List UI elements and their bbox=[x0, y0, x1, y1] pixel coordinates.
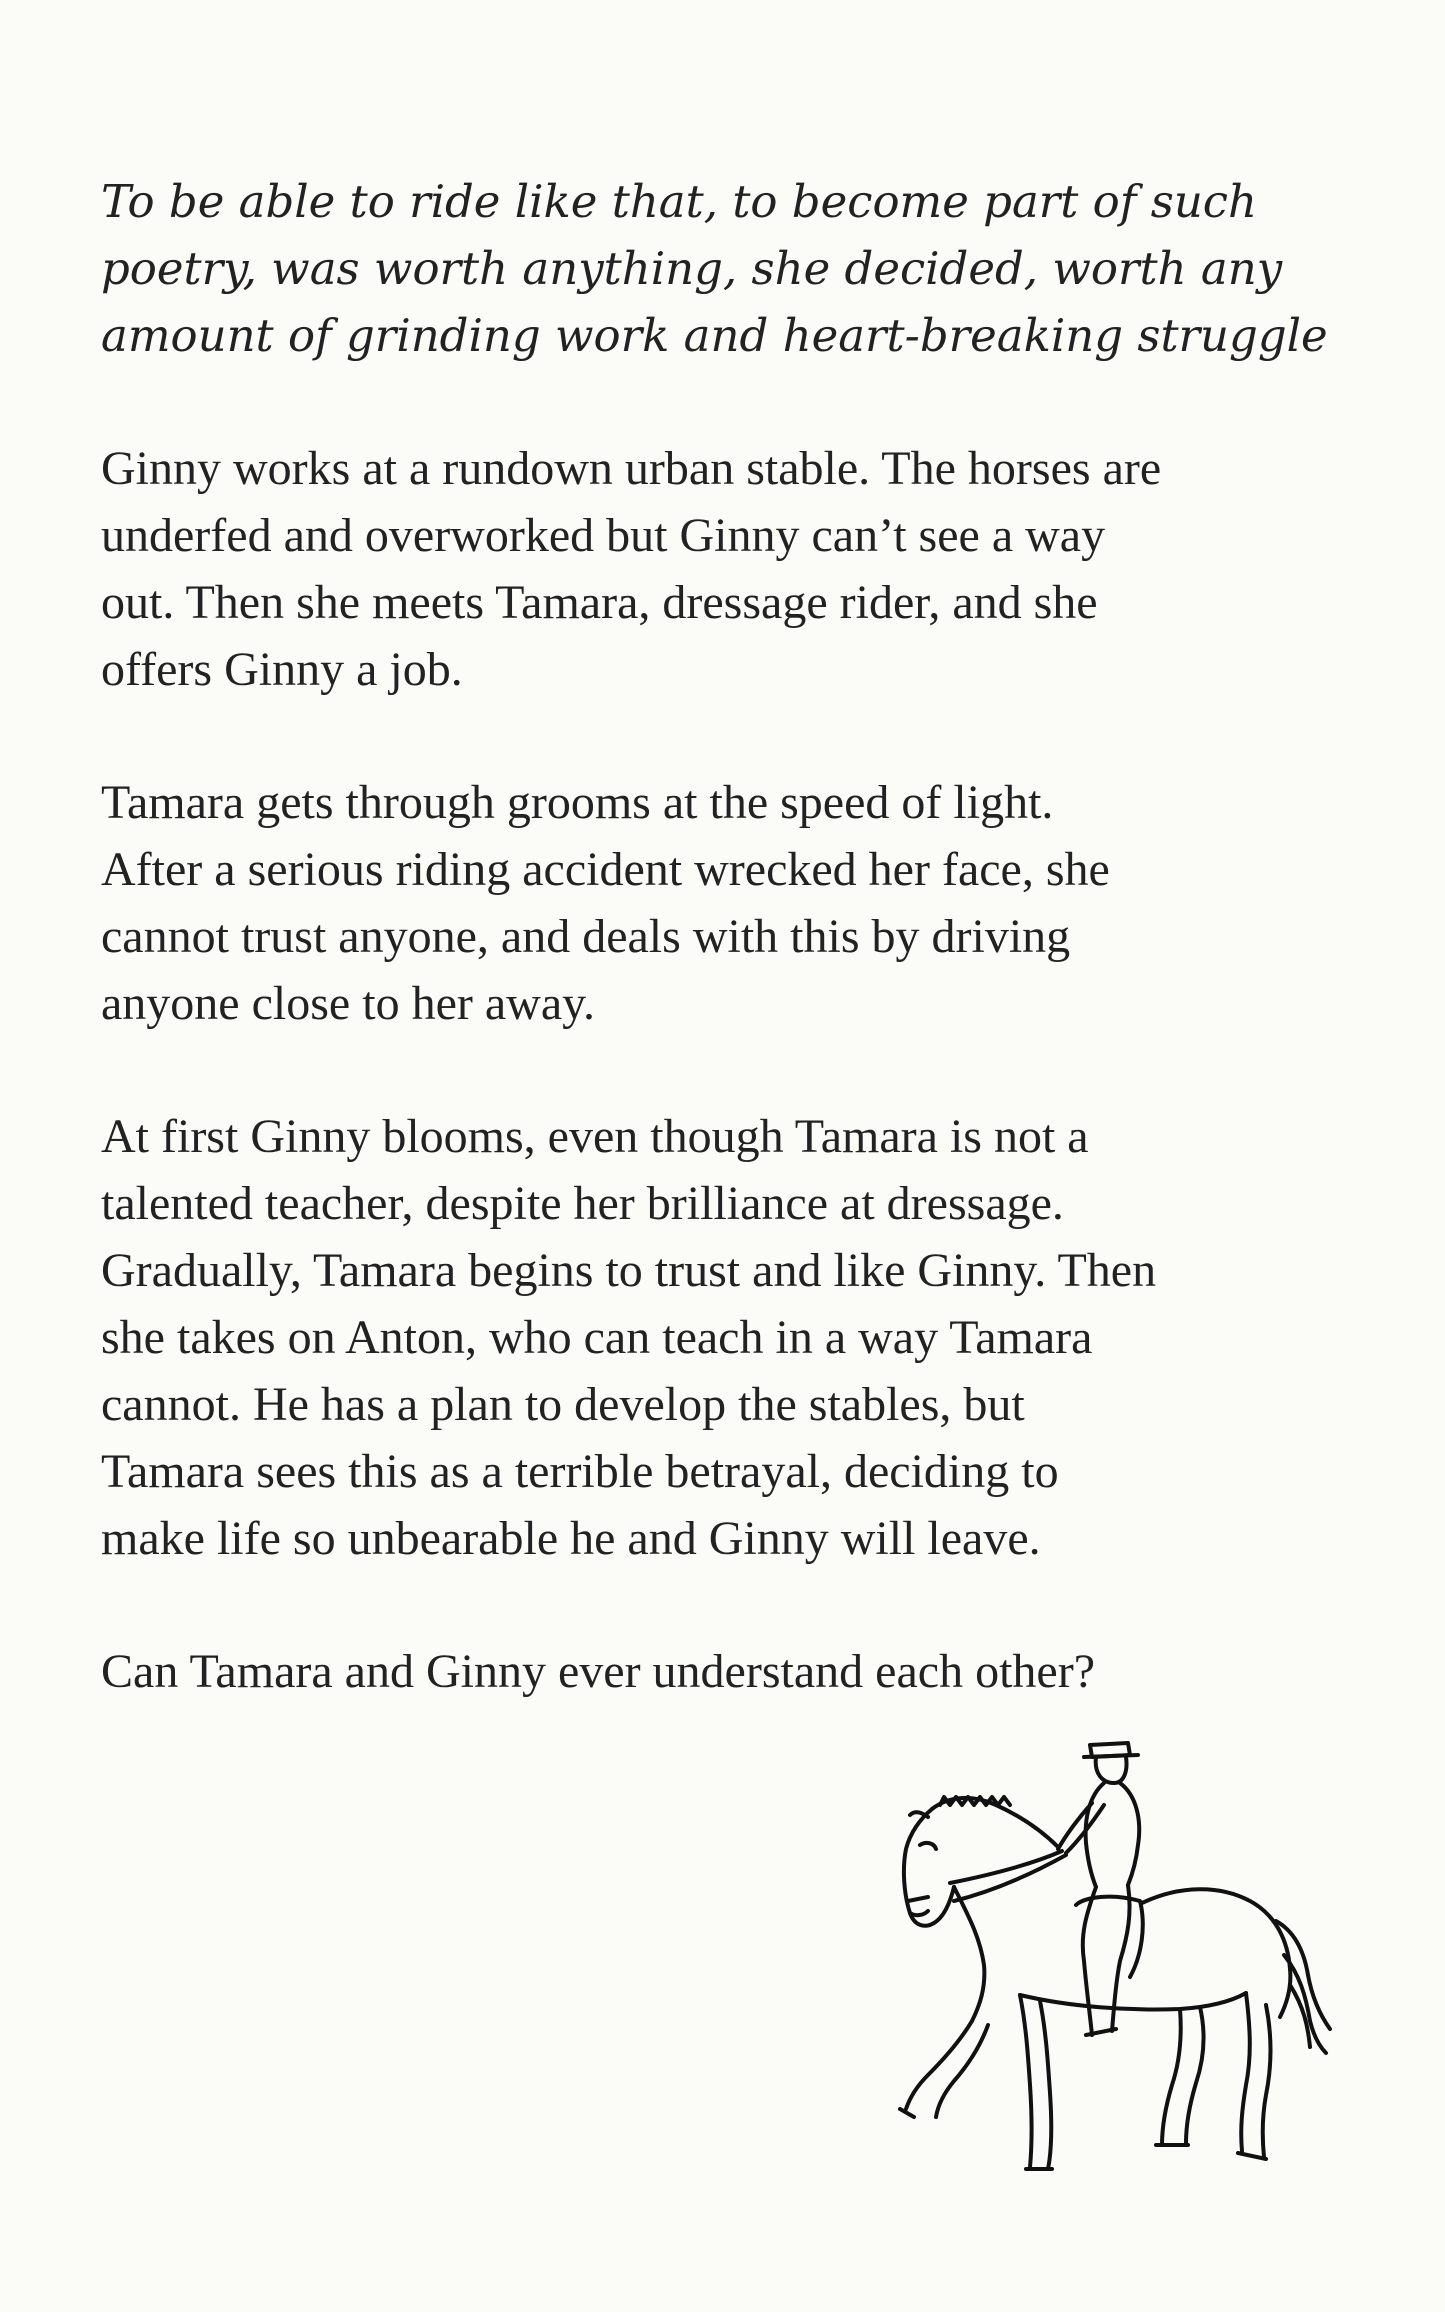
epigraph-quote bbox=[101, 168, 1401, 369]
paragraph-line: cannot trust anyone, and deals with this by driving bbox=[101, 910, 1071, 963]
paragraph-line: Can Tamara and Ginny ever understand each other? bbox=[101, 1645, 1096, 1698]
paragraph-line: cannot. He has a plan to develop the stables, but bbox=[101, 1378, 1025, 1431]
paragraph-line: out. Then she meets Tamara, dressage rider, and she bbox=[101, 576, 1098, 629]
epigraph-line: poetry, was worth anything, she decided, worth any bbox=[101, 242, 1283, 295]
paragraph-line: offers Ginny a job. bbox=[101, 643, 463, 696]
paragraph-question bbox=[101, 1638, 1401, 1705]
paragraph-line: she takes on Anton, who can teach in a way Tamara bbox=[101, 1311, 1093, 1364]
paragraph-line: After a serious riding accident wrecked her face, she bbox=[101, 843, 1110, 896]
paragraph-tamara bbox=[101, 769, 1401, 1037]
paragraph-line: Ginny works at a rundown urban stable. The horses are bbox=[101, 442, 1162, 495]
paragraph-line: anyone close to her away. bbox=[101, 977, 596, 1030]
paragraph-line: Gradually, Tamara begins to trust and like Ginny. Then bbox=[101, 1244, 1157, 1297]
paragraph-line: talented teacher, despite her brilliance at dressage. bbox=[101, 1177, 1064, 1230]
epigraph-line: amount of grinding work and heart-breaking struggle bbox=[101, 309, 1328, 362]
paragraph-line: Tamara sees this as a terrible betrayal, deciding to bbox=[101, 1445, 1059, 1498]
paragraph-line: underfed and overworked but Ginny can’t see a way bbox=[101, 509, 1106, 562]
paragraph-intro bbox=[101, 435, 1401, 703]
paragraph-line: At first Ginny blooms, even though Tamara is not a bbox=[101, 1110, 1089, 1163]
epigraph-line: To be able to ride like that, to become part of such bbox=[101, 175, 1257, 228]
paragraph-line: make life so unbearable he and Ginny will leave. bbox=[101, 1512, 1041, 1565]
paragraph-line: Tamara gets through grooms at the speed of light. bbox=[101, 776, 1054, 829]
paragraph-conflict bbox=[101, 1103, 1401, 1572]
blurb-text bbox=[101, 168, 1401, 1771]
dressage-horse-rider-icon bbox=[880, 1725, 1340, 2185]
